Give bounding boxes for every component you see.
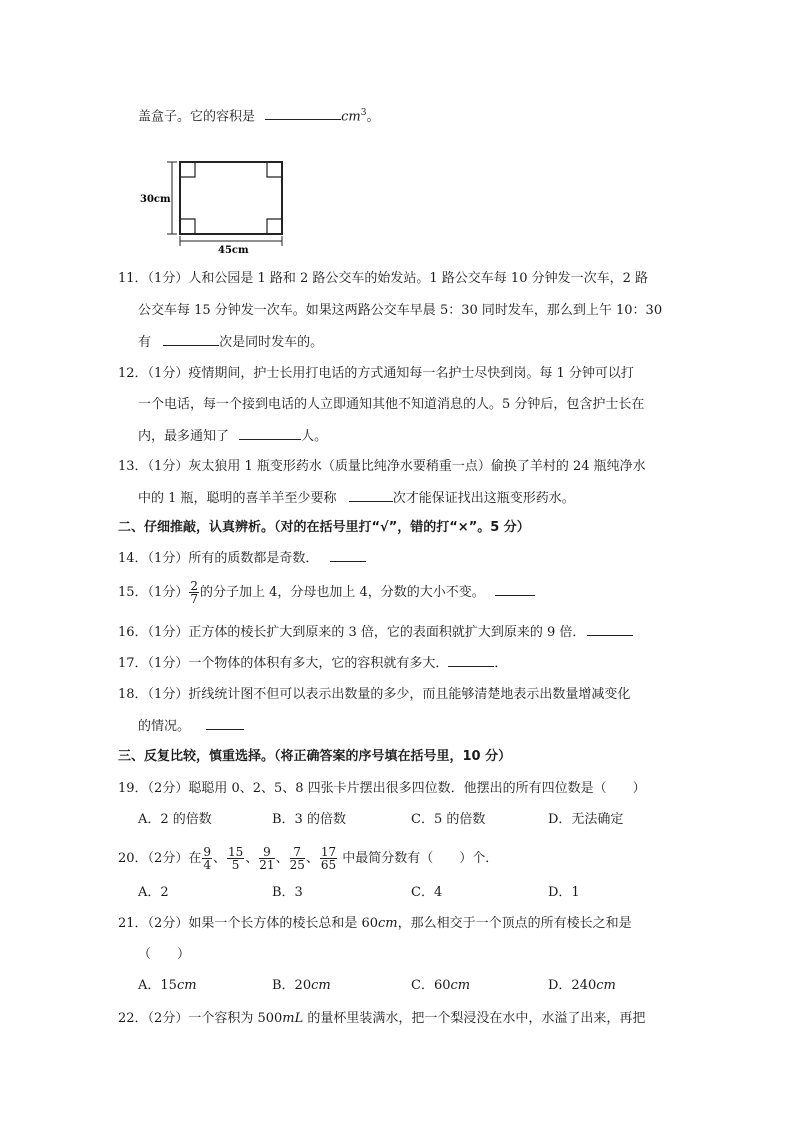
q17-line: 17．（1分）一个物体的体积有多大，它的容积就有多大． ． [118,656,508,671]
q13-line1: 13．（1分）灰太狼用 1 瓶变形药水（质量比纯净水要稍重一点）偷换了羊村的 24 瓶纯净水 [118,459,646,474]
answer-blank[interactable] [495,583,535,596]
answer-blank[interactable] [349,489,393,502]
q18-line2: 的情况。 [138,717,244,736]
q10-tail: 盖盒子。它的容积是 $cm^3$。 [138,108,380,125]
fraction: $\frac{7}{25}$ [289,845,305,872]
q20-option-a[interactable]: A．2 [138,885,169,900]
answer-blank[interactable] [239,427,301,440]
answer-blank[interactable] [163,333,219,346]
fraction: $\frac{15}{5}$ [227,845,244,872]
section-2-heading: 二、仔细推敲，认真辨析。（对的在括号里打“√”，错的打“×”。5 分） [118,520,530,535]
fraction: $\frac{9}{4}$ [203,845,211,872]
q21-option-c[interactable]: C．60cm [411,978,471,993]
q14-line: 14．（1分）所有的质数都是奇数． [118,549,366,568]
q11-line1: 11．（1分）人和公园是 1 路和 2 路公交车的始发站。1 路公交车每 10 分钟发一次车，2 路 [118,271,648,286]
section-3-heading: 三、反复比较，慎重选择。（将正确答案的序号填在括号里，10 分） [118,749,512,764]
q15-line: 15．（1分） $\frac{2}{7}$ 的分子加上 4，分母也加上 4，分数的大小不变。 [118,580,535,605]
q21-option-d[interactable]: D．240cm [548,978,616,993]
answer-blank[interactable] [448,654,494,667]
fraction: $\frac{17}{65}$ [320,845,337,872]
q13-line2: 中的 1 瓶，聪明的喜羊羊至少要称 次才能保证找出这瓶变形药水。 [138,491,575,506]
q19-option-a[interactable]: A．2 的倍数 [138,812,212,827]
q19-option-d[interactable]: D．无法确定 [548,812,624,827]
height-label: 30cm [140,194,171,205]
q21-line1: 21．（2分）如果一个长方体的棱长总和是 60cm，那么相交于一个顶点的所有棱长之和是 [118,916,632,931]
q18-line1: 18．（1分）折线统计图不但可以表示出数量的多少，而且能够清楚地表示出数量增减变化 [118,687,631,702]
width-label: 45cm [218,245,249,256]
q22-line1: 22．（2分）一个容积为 500mL 的量杯里装满水，把一个梨浸没在水中，水溢了出来，再把 [118,1011,646,1026]
answer-blank[interactable] [587,623,633,636]
q11-line2: 公交车每 15 分钟发一次车。如果这两路公交车早晨 5：30 同时发车，那么到上午 10：30 [138,303,663,318]
answer-blank[interactable] [206,717,244,730]
box-net-figure [138,157,290,257]
fraction: $\frac{2}{7}$ [190,579,198,606]
q20-option-b[interactable]: B．3 [272,885,303,900]
q20-option-d[interactable]: D．1 [548,885,580,900]
q12-line1: 12．（1分）疫情期间，护士长用打电话的方式通知每一名护士尽快到岗。每 1 分钟可以打 [118,366,634,381]
q19-option-c[interactable]: C．5 的倍数 [411,812,486,827]
q21-option-a[interactable]: A．15cm [138,978,197,993]
q12-line3: 内，最多通知了 人。 [138,429,328,444]
q11-line3: 有 次是同时发车的。 [138,335,324,350]
q21-option-b[interactable]: B．20cm [272,978,331,993]
q21-line2: （ ） [138,947,191,962]
q12-line2: 一个电话，每一个接到电话的人立即通知其他不知道消息的人。5 分钟后，包含护士长在 [138,397,645,412]
q16-line: 16．（1分）正方体的棱长扩大到原来的 3 倍，它的表面积就扩大到原来的 9 倍． [118,623,633,642]
q20-option-c[interactable]: C．4 [411,885,443,900]
q19-line: 19．（2分）聪聪用 0、2、5、8 四张卡片摆出很多四位数．他摆出的所有四位数是（ ） [118,781,646,796]
answer-blank[interactable] [265,107,341,120]
fraction: $\frac{9}{21}$ [259,845,275,872]
q20-line: 20．（2分）在 $\frac{9}{4}$ 、 $\frac{15}{5}$ 、 $\frac{9}{21}$ 、 $\frac{7}{25}$ 、 $\frac{17}{65}$ 中最简分数有（ ）个． [118,845,499,872]
answer-blank[interactable] [330,549,366,562]
q19-option-b[interactable]: B．3 的倍数 [272,812,346,827]
